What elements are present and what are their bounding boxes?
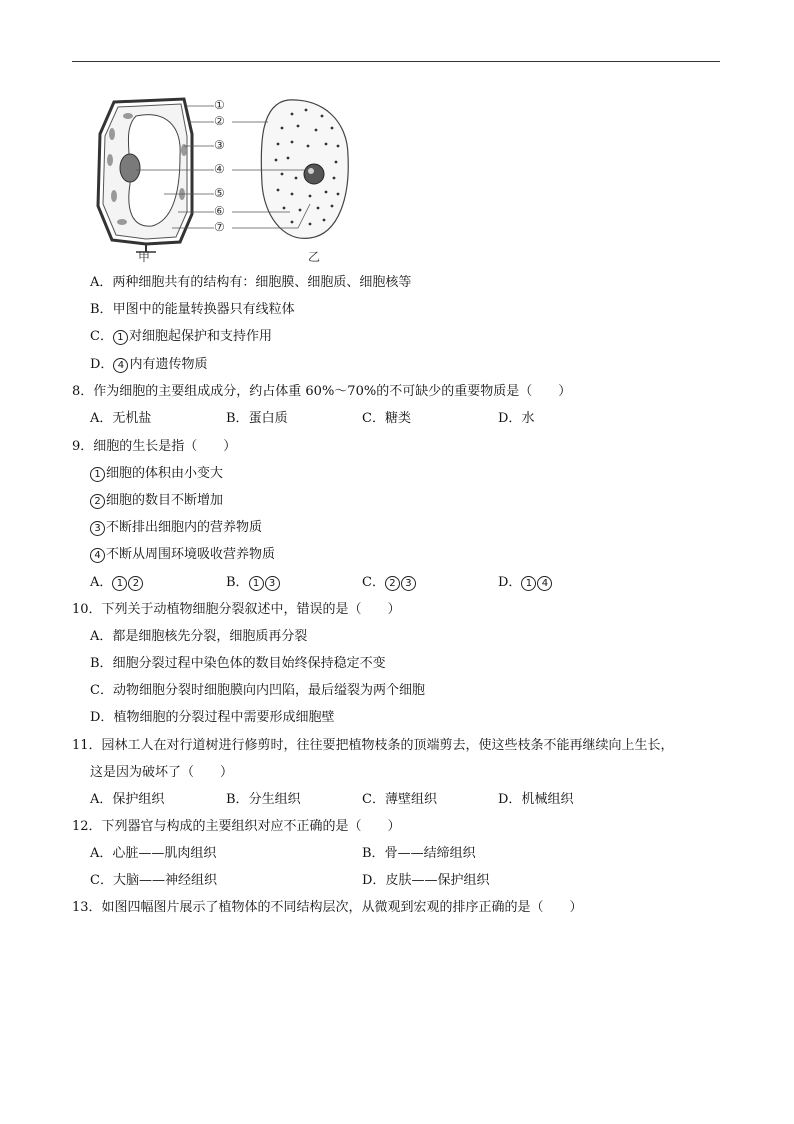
circled-number: 1	[90, 467, 105, 482]
q12-option-b: B．骨——结缔组织	[362, 846, 476, 861]
q11-option-c: C．薄壁组织	[362, 792, 437, 807]
figure-label-7: ⑦	[214, 220, 225, 234]
q11-option-d: D．机械组织	[498, 792, 574, 807]
chloroplast	[123, 113, 133, 119]
circled-number: 1	[113, 330, 128, 345]
q11-option-a: A．保护组织	[90, 792, 165, 807]
q12-stem: 12．下列器官与构成的主要组织对应不正确的是（ ）	[72, 819, 401, 834]
q7-option-c: C． 1 对细胞起保护和支持作用	[90, 329, 272, 344]
q9-item-3: 3 不断排出细胞内的营养物质	[90, 519, 262, 537]
figure-label-6: ⑥	[214, 204, 225, 218]
q9-item-4: 4 不断从周围环境吸收营养物质	[90, 546, 275, 564]
q12-option-c: C．大脑——神经组织	[90, 873, 217, 888]
chloroplast	[109, 128, 115, 140]
q8-option-c: C．糖类	[362, 411, 411, 426]
q10-option-c: C．动物细胞分裂时细胞膜向内凹陷，最后缢裂为两个细胞	[90, 683, 425, 698]
cell-diagram-svg	[92, 94, 362, 264]
q10-option-a: A．都是细胞核先分裂，细胞质再分裂	[90, 629, 308, 644]
q9-option-b: B． 1 3	[226, 574, 281, 592]
animal-nucleus	[304, 164, 324, 184]
q9-item-1: 1 细胞的体积由小变大	[90, 465, 223, 483]
q8-option-d: D．水	[498, 411, 535, 426]
cell-diagram	[92, 94, 362, 264]
q7-option-b: B．甲图中的能量转换器只有线粒体	[90, 302, 295, 317]
q9-item-2: 2 细胞的数目不断增加	[90, 492, 223, 510]
q12-option-a: A．心脏——肌肉组织	[90, 846, 217, 861]
q9-option-d: D． 1 4	[498, 574, 553, 592]
q11-stem-line1: 11．园林工人在对行道树进行修剪时，往往要把植物枝条的顶端剪去，使这些枝条不能再继续向上生长，	[72, 738, 674, 753]
circled-number: 2	[90, 494, 105, 509]
chloroplast	[111, 190, 117, 202]
q9-option-a: A． 1 2	[90, 574, 144, 592]
q10-option-d: D．植物细胞的分裂过程中需要形成细胞壁	[90, 710, 335, 725]
q8-option-a: A．无机盐	[90, 411, 152, 426]
q10-stem: 10．下列关于动植物细胞分裂叙述中，错误的是（ ）	[72, 602, 401, 617]
q9-stem: 9．细胞的生长是指（ ）	[72, 439, 237, 454]
figure-label-4: ④	[214, 162, 225, 176]
figure-label-5: ⑤	[214, 186, 225, 200]
plant-nucleus	[120, 154, 140, 182]
figure-caption-right: 乙	[308, 250, 321, 264]
figure-label-3: ③	[214, 138, 225, 152]
q12-option-d: D．皮肤——保护组织	[362, 873, 490, 888]
q7-option-d: D． 4 内有遗传物质	[90, 357, 208, 372]
circled-number: 4	[90, 548, 105, 563]
q11-stem-line2: 这是因为破坏了（ ）	[90, 765, 234, 780]
chloroplast	[107, 154, 113, 166]
q10-option-b: B．细胞分裂过程中染色体的数目始终保持稳定不变	[90, 656, 386, 671]
q13-stem: 13．如图四幅图片展示了植物体的不同结构层次，从微观到宏观的排序正确的是（ ）	[72, 900, 583, 915]
figure-label-1: ①	[214, 98, 225, 112]
q8-option-b: B．蛋白质	[226, 411, 288, 426]
figure-caption-left: 甲	[138, 250, 151, 264]
header-rule	[72, 61, 720, 62]
q9-option-c: C． 2 3	[362, 574, 417, 592]
q7-option-a: A．两种细胞共有的结构有：细胞膜、细胞质、细胞核等	[90, 275, 412, 290]
circled-number: 3	[90, 521, 105, 536]
circled-number: 4	[113, 358, 128, 373]
chloroplast	[117, 219, 127, 225]
q8-stem: 8．作为细胞的主要组成成分，约占体重 60%～70%的不可缺少的重要物质是（ ）	[72, 384, 572, 399]
q11-option-b: B．分生组织	[226, 792, 301, 807]
figure-label-2: ②	[214, 114, 225, 128]
